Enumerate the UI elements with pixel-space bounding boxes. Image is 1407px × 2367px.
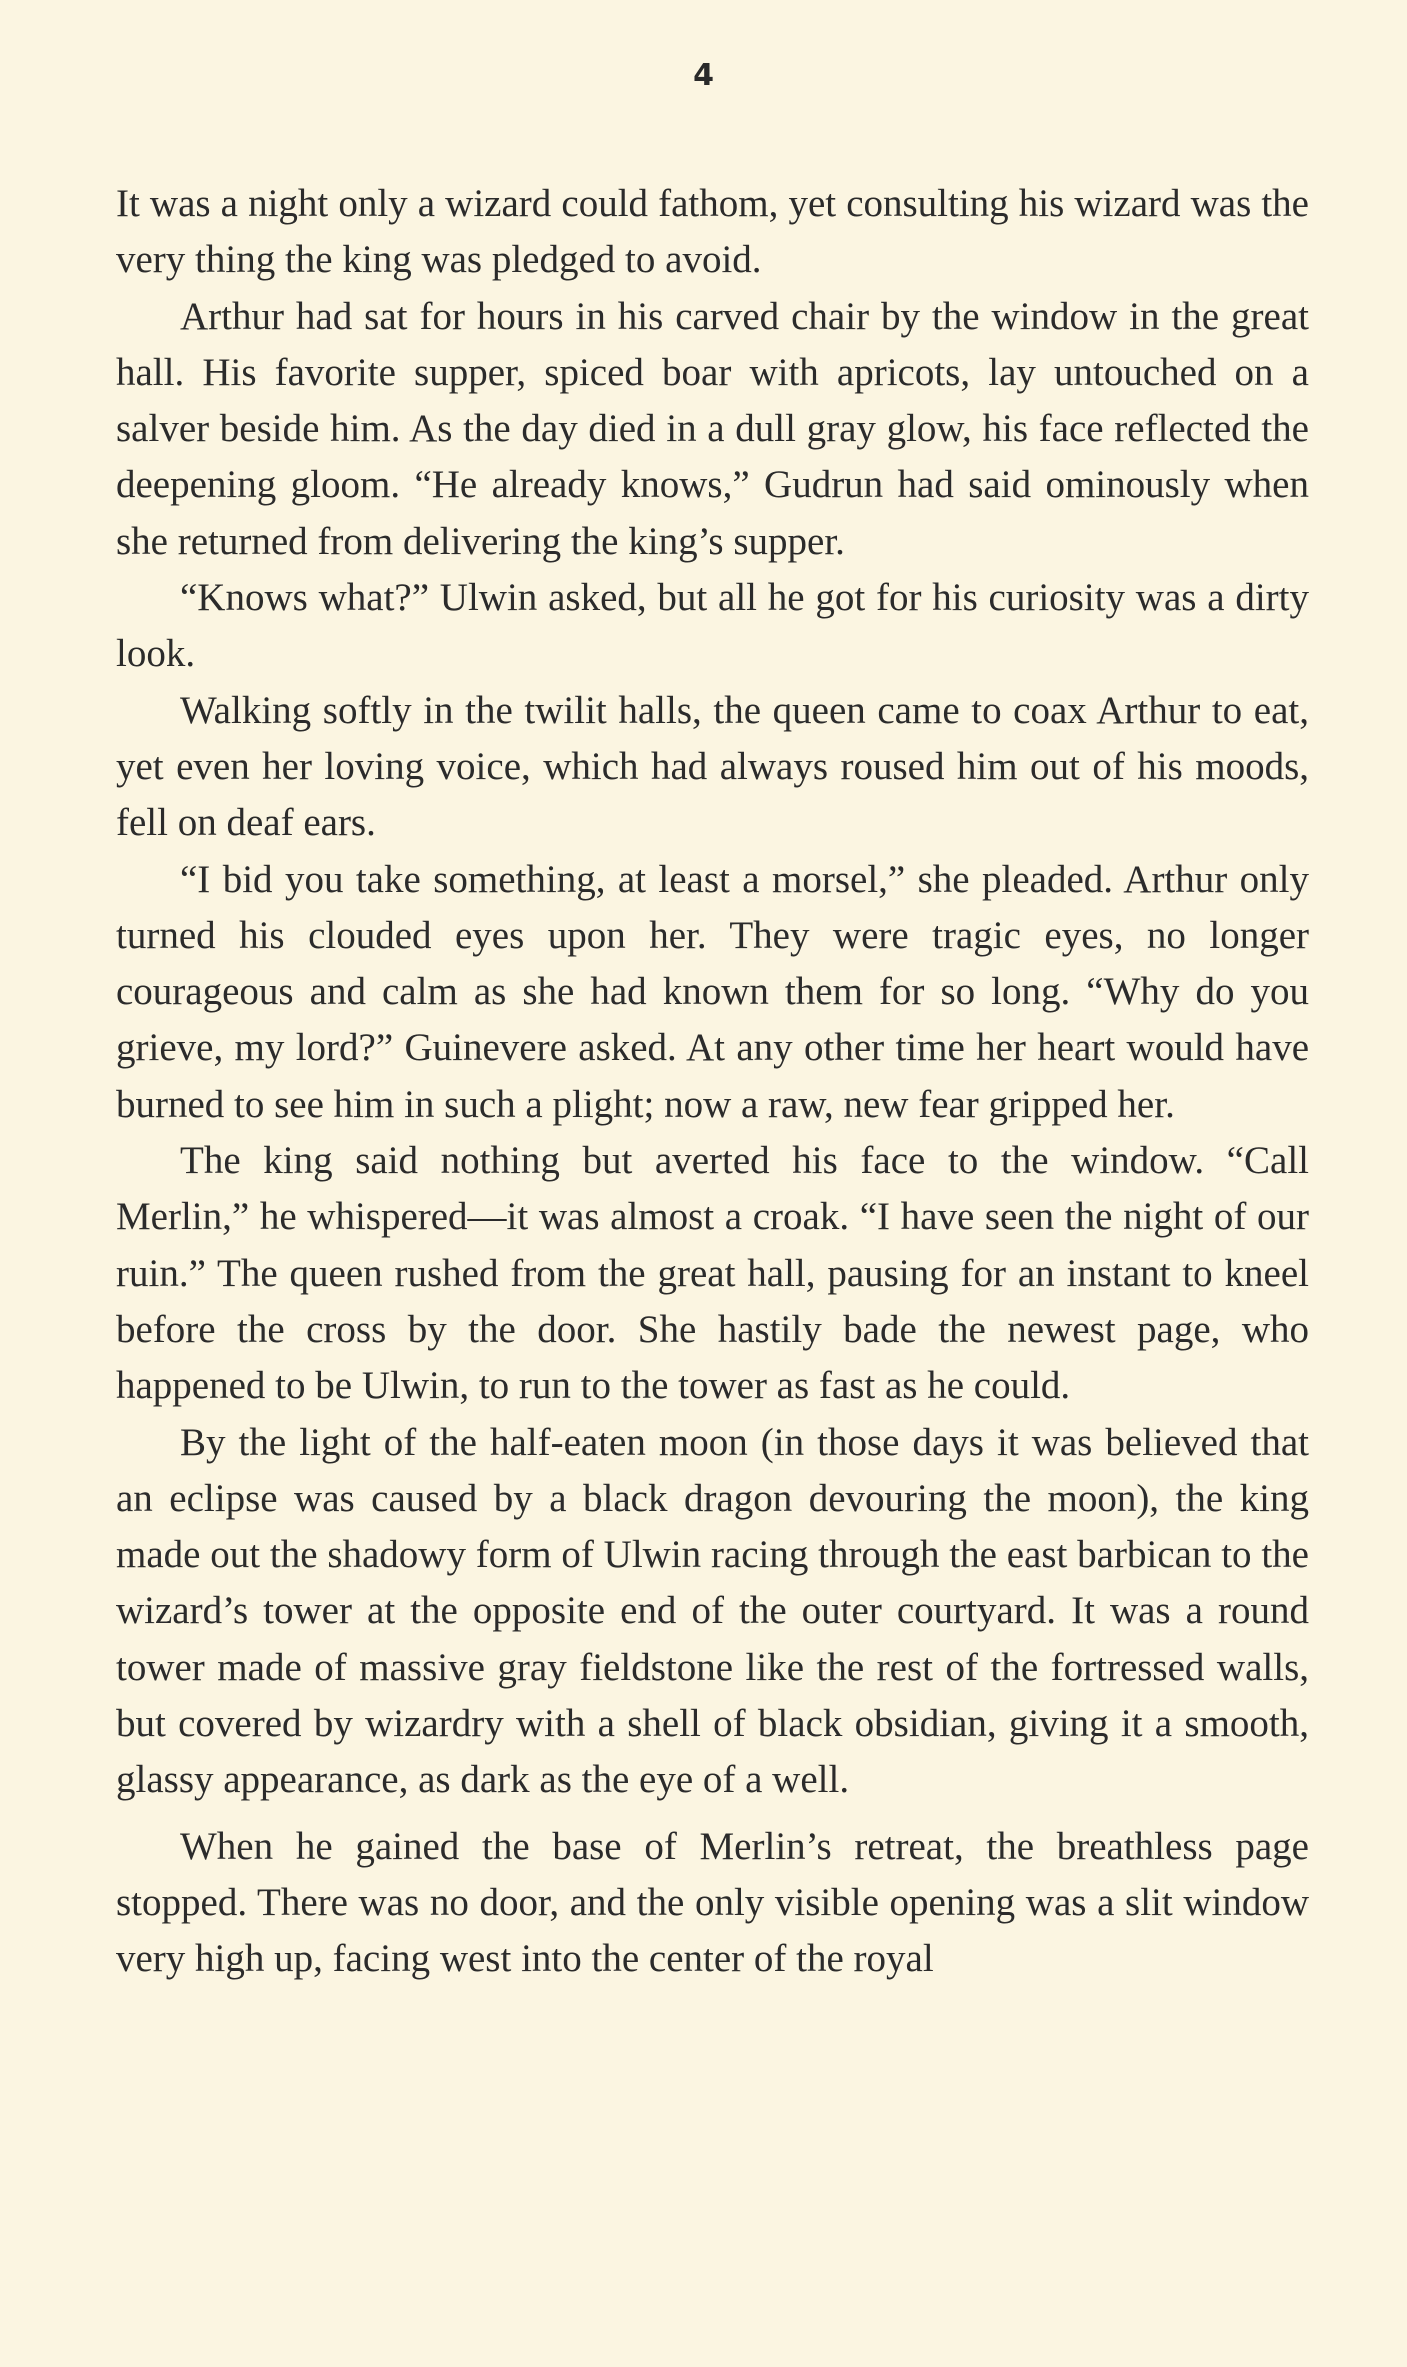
paragraph-3: “Knows what?” Ulwin asked, but all he got for his curiosity was a dirty look.: [116, 576, 1309, 676]
paragraph-8: When he gained the base of Merlin’s retreat, the breathless page stopped. There was no door, and the only visible opening was a slit window very high up, facing west into the center of the royal: [116, 1824, 1309, 1981]
paragraph-6: The king said nothing but averted his face to the window. “Call Merlin,” he whispered—it was almost a croak. “I have seen the night of our ruin.” The queen rushed from the great hall, pausing for an instant to kneel before the cross by the door. She hastily bade the newest page, who happened to be Ulwin, to run to the tower as fast as he could.: [116, 1139, 1309, 1408]
paragraph-2: Arthur had sat for hours in his carved chair by the window in the great hall. His favorite supper, spiced boar with apricots, lay untouched on a salver beside him. As the day died in a dull gray glow, his face reflected the deepening gloom. “He already knows,” Gudrun had said ominously when she returned from delivering the king’s supper.: [116, 294, 1309, 563]
paragraph-5: “I bid you take something, at least a morsel,” she pleaded. Arthur only turned his clouded eyes upon her. They were tragic eyes, no longer courageous and calm as she had known them for so long. “Why do you grieve, my lord?” Guinevere asked. At any other time her heart would have burned to see him in such a plight; now a raw, new fear gripped her.: [116, 857, 1309, 1126]
paragraph-4: Walking softly in the twilit halls, the queen came to coax Arthur to eat, yet even her loving voice, which had always roused him out of his moods, fell on deaf ears.: [116, 688, 1309, 845]
page-number: 4: [693, 58, 714, 93]
paragraph-1: It was a night only a wizard could fathom, yet consulting his wizard was the very thing the king was pledged to avoid.: [116, 182, 1309, 282]
body-text: [116, 176, 1309, 1988]
paragraph-7: By the light of the half-eaten moon (in those days it was believed that an eclipse was caused by a black dragon devouring the moon), the king made out the shadowy form of Ulwin racing through the east barbican to the wizard’s tower at the opposite end of the outer courtyard. It was a round tower made of massive gray fieldstone like the rest of the fortressed walls, but covered by wizardry with a shell of black obsidian, giving it a smooth, glassy appearance, as dark as the eye of a well.: [116, 1420, 1309, 1802]
